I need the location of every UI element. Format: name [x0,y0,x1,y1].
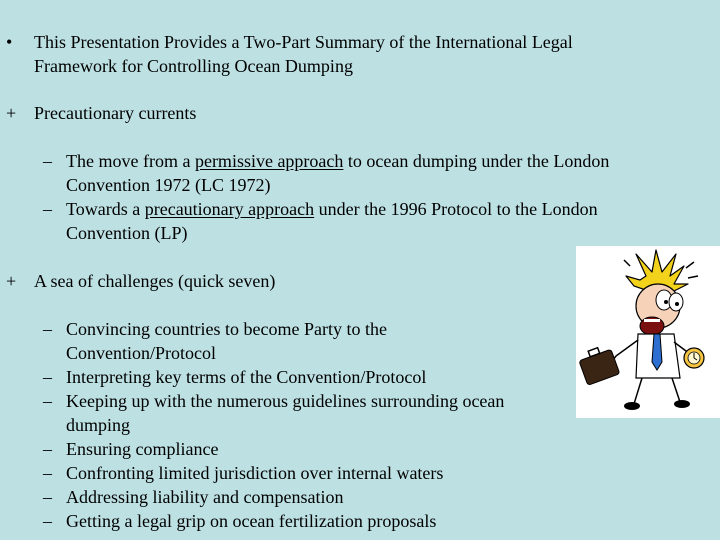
sub-bullet-text-line: Convincing countries to become Party to the [66,319,387,339]
sub-bullet-marker: – [43,319,52,339]
sub-bullet-marker: – [43,151,52,171]
underlined-term: permissive approach [194,151,344,171]
sub-bullet-text-line: The move from a permissive approach to ocean dumping under the London [66,151,610,171]
bullet-marker: + [6,103,17,123]
sub-bullet-text-line: Keeping up with the numerous guidelines surrounding ocean [66,391,505,411]
sub-bullet-text-line: Ensuring compliance [66,439,219,459]
sub-bullet-text-line: Confronting limited jurisdiction over internal waters [66,463,444,483]
underlined-term: precautionary approach [144,199,315,219]
sub-bullet-text-line: Addressing liability and compensation [66,487,344,507]
panicked-businessman-icon [576,246,720,418]
bullet-text-line: This Presentation Provides a Two-Part Summary of the International Legal [34,32,573,52]
sub-bullet-text-line: Towards a precautionary approach under the 1996 Protocol to the London [66,199,598,219]
bullet-text-line: Precautionary currents [34,103,197,123]
sub-bullet-marker: – [43,439,52,459]
sub-bullet-text-line: Getting a legal grip on ocean fertilization proposals [66,511,437,531]
sub-bullet-marker: – [43,487,52,507]
sub-bullet-marker: – [43,463,52,483]
sub-bullet-text-line: Interpreting key terms of the Convention/Protocol [66,367,427,387]
bullet-text-line: A sea of challenges (quick seven) [34,271,276,291]
sub-bullet-marker: – [43,391,52,411]
sub-bullet-text-line: Convention/Protocol [66,343,216,363]
sub-bullet-marker: – [43,511,52,531]
sub-bullet-text-line: Convention (LP) [66,223,188,243]
sub-bullet-marker: – [43,367,52,387]
bullet-marker: + [6,271,17,291]
sub-bullet-marker: – [43,199,52,219]
bullet-text-line: Framework for Controlling Ocean Dumping [34,56,353,76]
bullet-marker: • [6,32,13,52]
sub-bullet-text-line: dumping [66,415,131,435]
sub-bullet-text-line: Convention 1972 (LC 1972) [66,175,271,195]
